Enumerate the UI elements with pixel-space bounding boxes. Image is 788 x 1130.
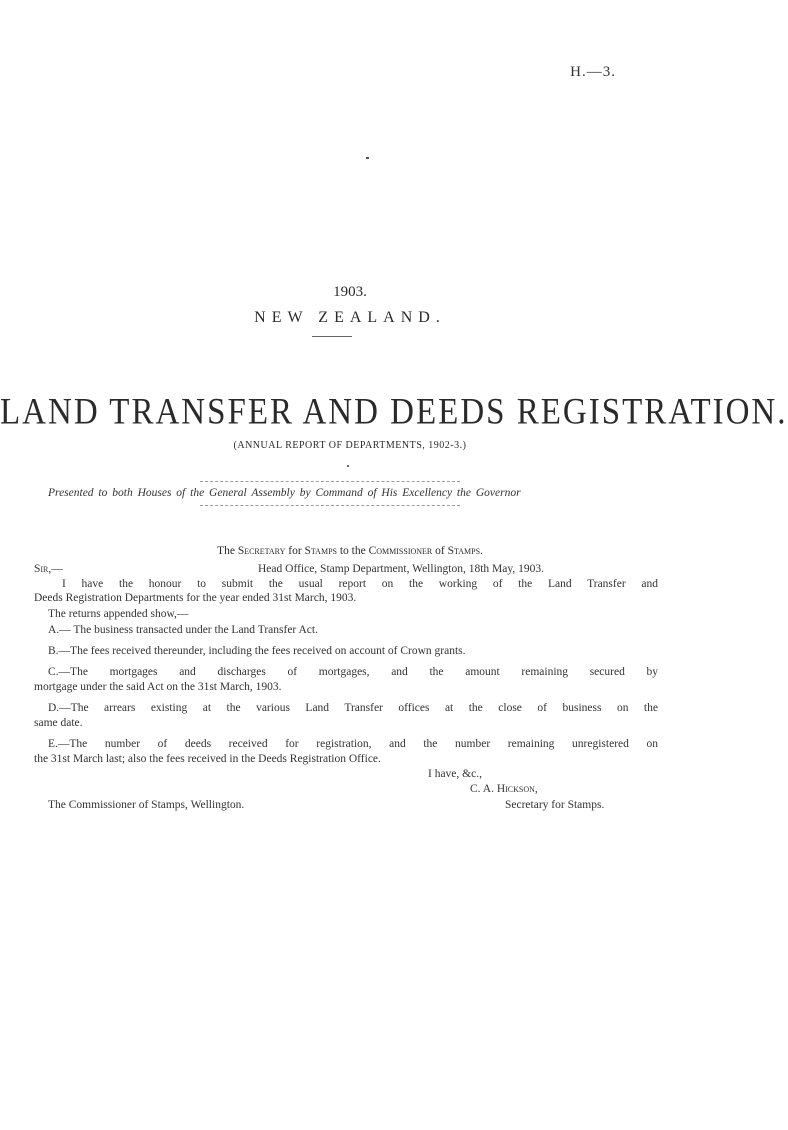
paragraph-line: Deeds Registration Departments for the year ended 31st March, 1903. [34, 592, 357, 604]
page-reference: H.—3. [570, 64, 616, 80]
list-item: D.—The arrears existing at the various Land Transfer offices at the close of business on the [48, 702, 658, 714]
print-speck [366, 157, 369, 159]
letter-address: Head Office, Stamp Department, Wellington, 18th May, 1903. [258, 563, 544, 575]
list-item: B.—The fees received thereunder, including the fees received on account of Crown grants. [48, 645, 466, 657]
returns-intro: The returns appended show,— [48, 608, 189, 620]
heading-word: Stamps [304, 545, 337, 557]
heading-word: The [217, 545, 235, 557]
report-year: 1903. [333, 284, 367, 300]
heading-word: for [288, 545, 302, 557]
paragraph-line: I have the honour to submit the usual report on the working of the Land Transfer and [62, 578, 658, 590]
dashed-rule-top [200, 481, 460, 482]
dashed-rule-bottom [200, 505, 460, 506]
addressee: The Commissioner of Stamps, Wellington. [48, 799, 245, 811]
title-divider [312, 336, 352, 337]
heading-word: to the [339, 545, 366, 557]
heading-word: of [435, 545, 445, 557]
salutation: Sir,— [34, 563, 63, 575]
list-item: C.—The mortgages and discharges of mortgages, and the amount remaining secured by [48, 666, 658, 678]
print-speck [347, 465, 349, 467]
list-item: E.—The number of deeds received for registration, and the number remaining unregistered on [48, 738, 658, 750]
heading-word: Secretary [237, 545, 286, 557]
letter-heading [0, 545, 700, 557]
heading-word: Stamps. [447, 545, 483, 557]
list-item-continuation: same date. [34, 717, 83, 729]
presented-line: Presented to both Houses of the General Assembly by Command of His Excellency the Governor [48, 487, 521, 499]
heading-word: Commissioner [368, 545, 433, 557]
signatory-title: Secretary for Stamps. [505, 799, 605, 811]
list-item: A.— The business transacted under the Land Transfer Act. [48, 624, 318, 636]
list-item-continuation: mortgage under the said Act on the 31st March, 1903. [34, 681, 282, 693]
closing: I have, &c., [428, 768, 482, 780]
report-subtitle: (ANNUAL REPORT OF DEPARTMENTS, 1902-3.) [233, 440, 467, 451]
report-title: LAND TRANSFER AND DEEDS REGISTRATION. [0, 392, 788, 433]
signature: C. A. Hickson, [470, 783, 538, 795]
list-item-continuation: the 31st March last; also the fees received in the Deeds Registration Office. [34, 753, 381, 765]
country-heading: NEW ZEALAND. [254, 309, 446, 326]
